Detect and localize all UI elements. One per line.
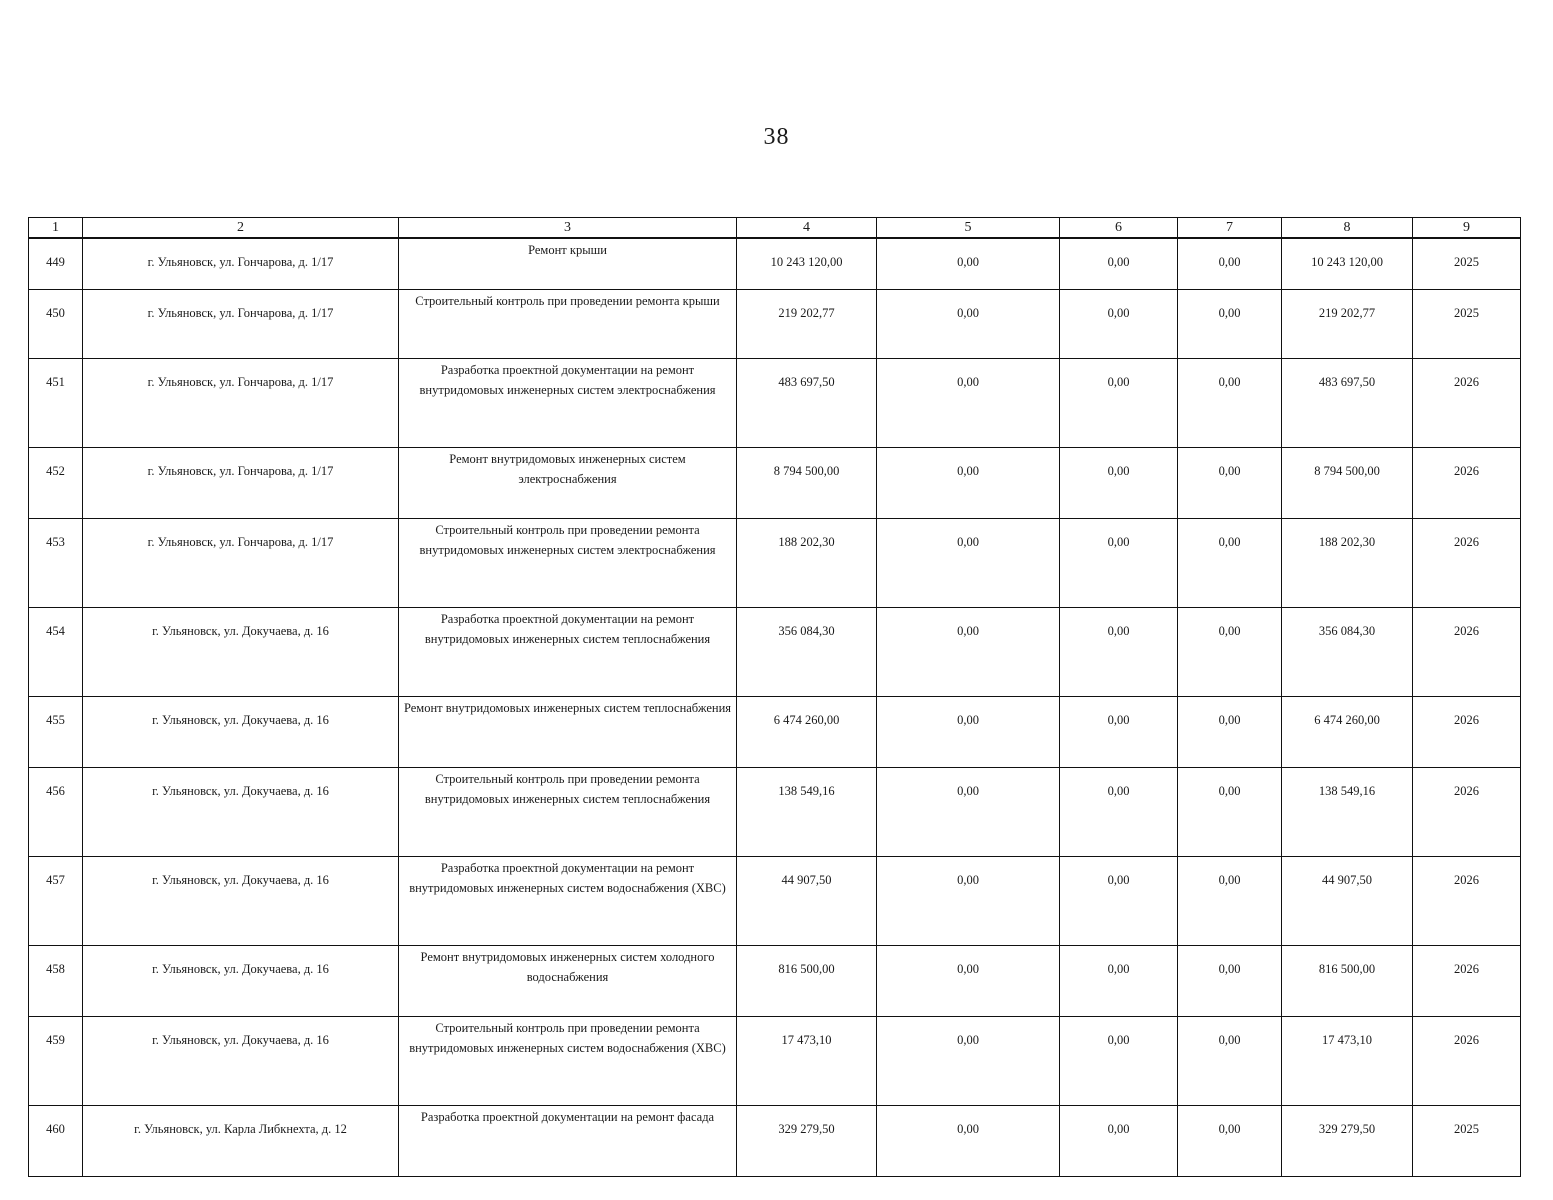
amount-cell: 188 202,30 [1282,519,1413,608]
amount-cell: 356 084,30 [737,608,877,697]
amount-cell: 0,00 [877,608,1060,697]
year-cell: 2026 [1413,519,1521,608]
amount-cell: 138 549,16 [737,768,877,857]
work-type-cell: Ремонт внутридомовых инженерных систем теплоснабжения [399,697,737,768]
amount-cell: 0,00 [1178,1106,1282,1177]
row-number: 454 [29,608,83,697]
work-type-cell: Строительный контроль при проведении ремонта крыши [399,290,737,359]
table-row [29,519,1521,608]
table-row [29,238,1521,290]
work-type-cell: Строительный контроль при проведении ремонта внутридомовых инженерных систем электроснабжения [399,519,737,608]
amount-cell: 0,00 [1060,359,1178,448]
address-cell: г. Ульяновск, ул. Докучаева, д. 16 [83,1017,399,1106]
table-row [29,290,1521,359]
row-number: 457 [29,857,83,946]
amount-cell: 17 473,10 [1282,1017,1413,1106]
column-header: 1 [29,218,83,239]
amount-cell: 0,00 [877,359,1060,448]
amount-cell: 8 794 500,00 [737,448,877,519]
amount-cell: 329 279,50 [737,1106,877,1177]
work-type-cell: Разработка проектной документации на ремонт внутридомовых инженерных систем электроснабжения [399,359,737,448]
work-type-cell: Ремонт внутридомовых инженерных систем холодного водоснабжения [399,946,737,1017]
table-row [29,448,1521,519]
table-row [29,857,1521,946]
year-cell: 2026 [1413,448,1521,519]
column-header: 4 [737,218,877,239]
repair-program-table [28,217,1521,1177]
amount-cell: 219 202,77 [737,290,877,359]
amount-cell: 0,00 [1060,290,1178,359]
column-header: 2 [83,218,399,239]
amount-cell: 138 549,16 [1282,768,1413,857]
work-type-cell: Строительный контроль при проведении ремонта внутридомовых инженерных систем водоснабжения (ХВС) [399,1017,737,1106]
amount-cell: 17 473,10 [737,1017,877,1106]
row-number: 459 [29,1017,83,1106]
work-type-cell: Строительный контроль при проведении ремонта внутридомовых инженерных систем теплоснабжения [399,768,737,857]
column-header: 9 [1413,218,1521,239]
amount-cell: 0,00 [877,697,1060,768]
address-cell: г. Ульяновск, ул. Гончарова, д. 1/17 [83,448,399,519]
address-cell: г. Ульяновск, ул. Гончарова, д. 1/17 [83,238,399,290]
row-number: 451 [29,359,83,448]
amount-cell: 0,00 [877,768,1060,857]
year-cell: 2026 [1413,697,1521,768]
row-number: 458 [29,946,83,1017]
amount-cell: 0,00 [1178,608,1282,697]
table-row [29,697,1521,768]
table-row [29,946,1521,1017]
work-type-cell: Ремонт внутридомовых инженерных систем электроснабжения [399,448,737,519]
address-cell: г. Ульяновск, ул. Докучаева, д. 16 [83,946,399,1017]
amount-cell: 0,00 [1178,238,1282,290]
row-number: 456 [29,768,83,857]
amount-cell: 0,00 [877,1017,1060,1106]
amount-cell: 0,00 [1060,768,1178,857]
year-cell: 2025 [1413,238,1521,290]
amount-cell: 10 243 120,00 [1282,238,1413,290]
column-header: 7 [1178,218,1282,239]
amount-cell: 0,00 [1060,946,1178,1017]
table-row [29,608,1521,697]
amount-cell: 0,00 [877,290,1060,359]
amount-cell: 0,00 [877,519,1060,608]
year-cell: 2026 [1413,608,1521,697]
column-header: 8 [1282,218,1413,239]
amount-cell: 0,00 [1178,857,1282,946]
amount-cell: 10 243 120,00 [737,238,877,290]
column-header: 6 [1060,218,1178,239]
amount-cell: 0,00 [1178,359,1282,448]
address-cell: г. Ульяновск, ул. Карла Либкнехта, д. 12 [83,1106,399,1177]
amount-cell: 0,00 [1060,1106,1178,1177]
amount-cell: 0,00 [1060,1017,1178,1106]
table-row [29,359,1521,448]
amount-cell: 0,00 [1178,519,1282,608]
table-row [29,1106,1521,1177]
year-cell: 2026 [1413,359,1521,448]
year-cell: 2025 [1413,1106,1521,1177]
row-number: 453 [29,519,83,608]
amount-cell: 0,00 [1060,448,1178,519]
amount-cell: 0,00 [1060,238,1178,290]
amount-cell: 44 907,50 [737,857,877,946]
amount-cell: 0,00 [877,857,1060,946]
amount-cell: 0,00 [1060,608,1178,697]
amount-cell: 816 500,00 [737,946,877,1017]
amount-cell: 0,00 [877,238,1060,290]
work-type-cell: Разработка проектной документации на ремонт внутридомовых инженерных систем теплоснабжения [399,608,737,697]
amount-cell: 483 697,50 [737,359,877,448]
year-cell: 2026 [1413,768,1521,857]
row-number: 452 [29,448,83,519]
page-number: 38 [763,124,790,150]
header-row [29,218,1521,239]
table-row [29,768,1521,857]
column-header: 3 [399,218,737,239]
amount-cell: 0,00 [1178,290,1282,359]
address-cell: г. Ульяновск, ул. Докучаева, д. 16 [83,697,399,768]
address-cell: г. Ульяновск, ул. Докучаева, д. 16 [83,768,399,857]
year-cell: 2026 [1413,1017,1521,1106]
amount-cell: 0,00 [877,448,1060,519]
address-cell: г. Ульяновск, ул. Гончарова, д. 1/17 [83,290,399,359]
amount-cell: 483 697,50 [1282,359,1413,448]
amount-cell: 0,00 [1178,946,1282,1017]
row-number: 450 [29,290,83,359]
amount-cell: 0,00 [877,946,1060,1017]
row-number: 455 [29,697,83,768]
amount-cell: 6 474 260,00 [1282,697,1413,768]
amount-cell: 0,00 [1178,1017,1282,1106]
amount-cell: 219 202,77 [1282,290,1413,359]
amount-cell: 816 500,00 [1282,946,1413,1017]
work-type-cell: Разработка проектной документации на ремонт фасада [399,1106,737,1177]
address-cell: г. Ульяновск, ул. Гончарова, д. 1/17 [83,519,399,608]
amount-cell: 0,00 [877,1106,1060,1177]
amount-cell: 329 279,50 [1282,1106,1413,1177]
amount-cell: 0,00 [1178,768,1282,857]
address-cell: г. Ульяновск, ул. Докучаева, д. 16 [83,857,399,946]
amount-cell: 0,00 [1178,697,1282,768]
address-cell: г. Ульяновск, ул. Гончарова, д. 1/17 [83,359,399,448]
year-cell: 2026 [1413,857,1521,946]
work-type-cell: Ремонт крыши [399,238,737,290]
amount-cell: 6 474 260,00 [737,697,877,768]
year-cell: 2026 [1413,946,1521,1017]
amount-cell: 0,00 [1060,697,1178,768]
amount-cell: 356 084,30 [1282,608,1413,697]
column-header: 5 [877,218,1060,239]
row-number: 449 [29,238,83,290]
amount-cell: 0,00 [1178,448,1282,519]
year-cell: 2025 [1413,290,1521,359]
amount-cell: 0,00 [1060,519,1178,608]
amount-cell: 0,00 [1060,857,1178,946]
amount-cell: 44 907,50 [1282,857,1413,946]
address-cell: г. Ульяновск, ул. Докучаева, д. 16 [83,608,399,697]
table-row [29,1017,1521,1106]
row-number: 460 [29,1106,83,1177]
amount-cell: 8 794 500,00 [1282,448,1413,519]
work-type-cell: Разработка проектной документации на ремонт внутридомовых инженерных систем водоснабжения (ХВС) [399,857,737,946]
amount-cell: 188 202,30 [737,519,877,608]
